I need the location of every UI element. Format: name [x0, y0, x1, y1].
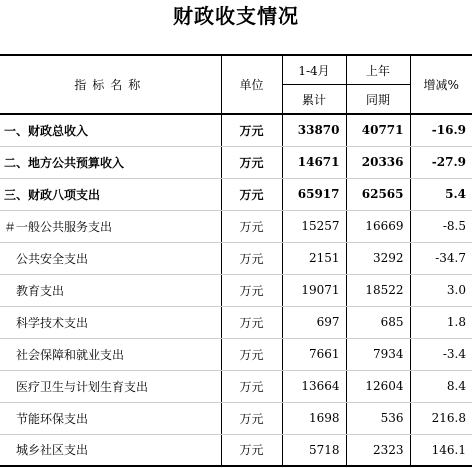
- header-indicator: 指标名称: [0, 55, 221, 114]
- header-unit: 单位: [221, 55, 282, 114]
- row-name: 节能环保支出: [0, 402, 221, 434]
- fiscal-table: [0, 54, 472, 467]
- header-prev-bottom: 同期: [346, 85, 410, 115]
- row-change: 1.8: [410, 306, 472, 338]
- row-ytd: 697: [282, 306, 346, 338]
- row-unit: 万元: [221, 178, 282, 210]
- row-prev: 18522: [346, 274, 410, 306]
- header-change: 增减%: [410, 55, 472, 114]
- row-name: 城乡社区支出: [0, 434, 221, 466]
- table-header: [0, 55, 472, 114]
- row-prev: 20336: [346, 146, 410, 178]
- row-ytd: 65917: [282, 178, 346, 210]
- row-unit: 万元: [221, 242, 282, 274]
- row-prev: 62565: [346, 178, 410, 210]
- table-row: [0, 178, 472, 210]
- row-name: 科学技术支出: [0, 306, 221, 338]
- row-prev: 2323: [346, 434, 410, 466]
- row-ytd: 13664: [282, 370, 346, 402]
- row-unit: 万元: [221, 434, 282, 466]
- row-name: 一、财政总收入: [0, 114, 221, 146]
- row-name: 教育支出: [0, 274, 221, 306]
- row-change: -8.5: [410, 210, 472, 242]
- row-ytd: 2151: [282, 242, 346, 274]
- row-unit: 万元: [221, 274, 282, 306]
- header-ytd-top: 1-4月: [282, 55, 346, 85]
- header-ytd-bottom: 累计: [282, 85, 346, 115]
- table-row: [0, 402, 472, 434]
- row-unit: 万元: [221, 338, 282, 370]
- row-ytd: 14671: [282, 146, 346, 178]
- row-change: 5.4: [410, 178, 472, 210]
- table-row: [0, 370, 472, 402]
- table-row: [0, 274, 472, 306]
- table-row: [0, 306, 472, 338]
- row-change: -27.9: [410, 146, 472, 178]
- row-prev: 40771: [346, 114, 410, 146]
- row-name: 二、地方公共预算收入: [0, 146, 221, 178]
- row-name: 医疗卫生与计划生育支出: [0, 370, 221, 402]
- row-ytd: 33870: [282, 114, 346, 146]
- row-change: -34.7: [410, 242, 472, 274]
- row-ytd: 15257: [282, 210, 346, 242]
- row-prev: 685: [346, 306, 410, 338]
- row-prev: 16669: [346, 210, 410, 242]
- row-change: -16.9: [410, 114, 472, 146]
- row-name: ＃一般公共服务支出: [0, 210, 221, 242]
- row-ytd: 7661: [282, 338, 346, 370]
- table-row: [0, 114, 472, 146]
- table-row: [0, 434, 472, 466]
- row-ytd: 5718: [282, 434, 346, 466]
- header-prev-top: 上年: [346, 55, 410, 85]
- row-ytd: 19071: [282, 274, 346, 306]
- row-change: -3.4: [410, 338, 472, 370]
- row-unit: 万元: [221, 146, 282, 178]
- row-ytd: 1698: [282, 402, 346, 434]
- row-unit: 万元: [221, 306, 282, 338]
- row-unit: 万元: [221, 114, 282, 146]
- row-name: 三、财政八项支出: [0, 178, 221, 210]
- table-row: [0, 242, 472, 274]
- row-name: 社会保障和就业支出: [0, 338, 221, 370]
- row-change: 3.0: [410, 274, 472, 306]
- row-change: 216.8: [410, 402, 472, 434]
- table-row: [0, 146, 472, 178]
- row-prev: 12604: [346, 370, 410, 402]
- row-name: 公共安全支出: [0, 242, 221, 274]
- table-row: [0, 210, 472, 242]
- row-change: 146.1: [410, 434, 472, 466]
- table-row: [0, 338, 472, 370]
- page-title: 财政收支情况: [173, 4, 299, 28]
- row-unit: 万元: [221, 370, 282, 402]
- row-unit: 万元: [221, 402, 282, 434]
- row-prev: 7934: [346, 338, 410, 370]
- row-unit: 万元: [221, 210, 282, 242]
- row-prev: 536: [346, 402, 410, 434]
- row-prev: 3292: [346, 242, 410, 274]
- row-change: 8.4: [410, 370, 472, 402]
